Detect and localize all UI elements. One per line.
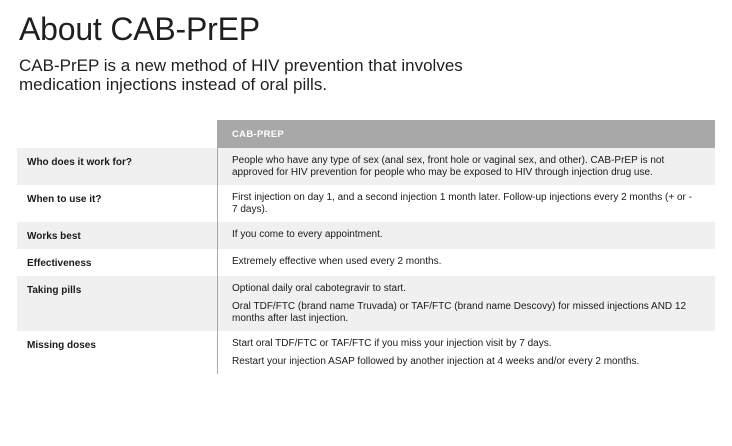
table-row [17,276,715,331]
row-value [217,185,715,222]
table-row [17,249,715,276]
row-value [217,276,715,331]
table-row [17,185,715,222]
row-label: Effectiveness [27,258,92,269]
column-header: CAB-PREP [217,120,715,148]
row-text: Extremely effective when used every 2 months. [232,256,442,267]
table-row [17,331,715,374]
row-text: Start oral TDF/FTC or TAF/FTC if you miss your injection visit by 7 days. [232,338,552,349]
row-text: People who have any type of sex (anal sex, front hole or vaginal sex, and other). CAB-PrEP is not approved for HIV prevention for people who may be exposed to HIV through injection drug use. [232,155,665,178]
row-value [217,222,715,249]
intro-text: CAB-PrEP is a new method of HIV prevention that involves medication injections instead of oral pills. [19,56,463,94]
row-text: Optional daily oral cabotegravir to start. [232,283,406,294]
row-label: Who does it work for? [27,157,132,168]
row-text: Restart your injection ASAP followed by another injection at 4 weeks and/or every 2 months. [232,356,640,367]
row-label: When to use it? [27,194,102,205]
page-title: About CAB-PrEP [19,11,260,47]
row-text: Oral TDF/FTC (brand name Truvada) or TAF/FTC (brand name Descovy) for missed injections AND 12 months after last injection. [232,301,687,324]
row-text: If you come to every appointment. [232,229,383,240]
table-row [17,148,715,185]
row-value [217,331,715,374]
row-label: Taking pills [27,285,82,296]
row-text: First injection on day 1, and a second injection 1 month later. Follow-up injections every 2 months (+ or - 7 days). [232,192,692,215]
table-row [17,222,715,249]
header-spacer [17,120,217,148]
cab-prep-table [17,120,715,374]
row-value [217,249,715,276]
table-header-row [17,120,715,148]
row-label: Works best [27,231,81,242]
row-label: Missing doses [27,340,96,351]
row-value [217,148,715,185]
